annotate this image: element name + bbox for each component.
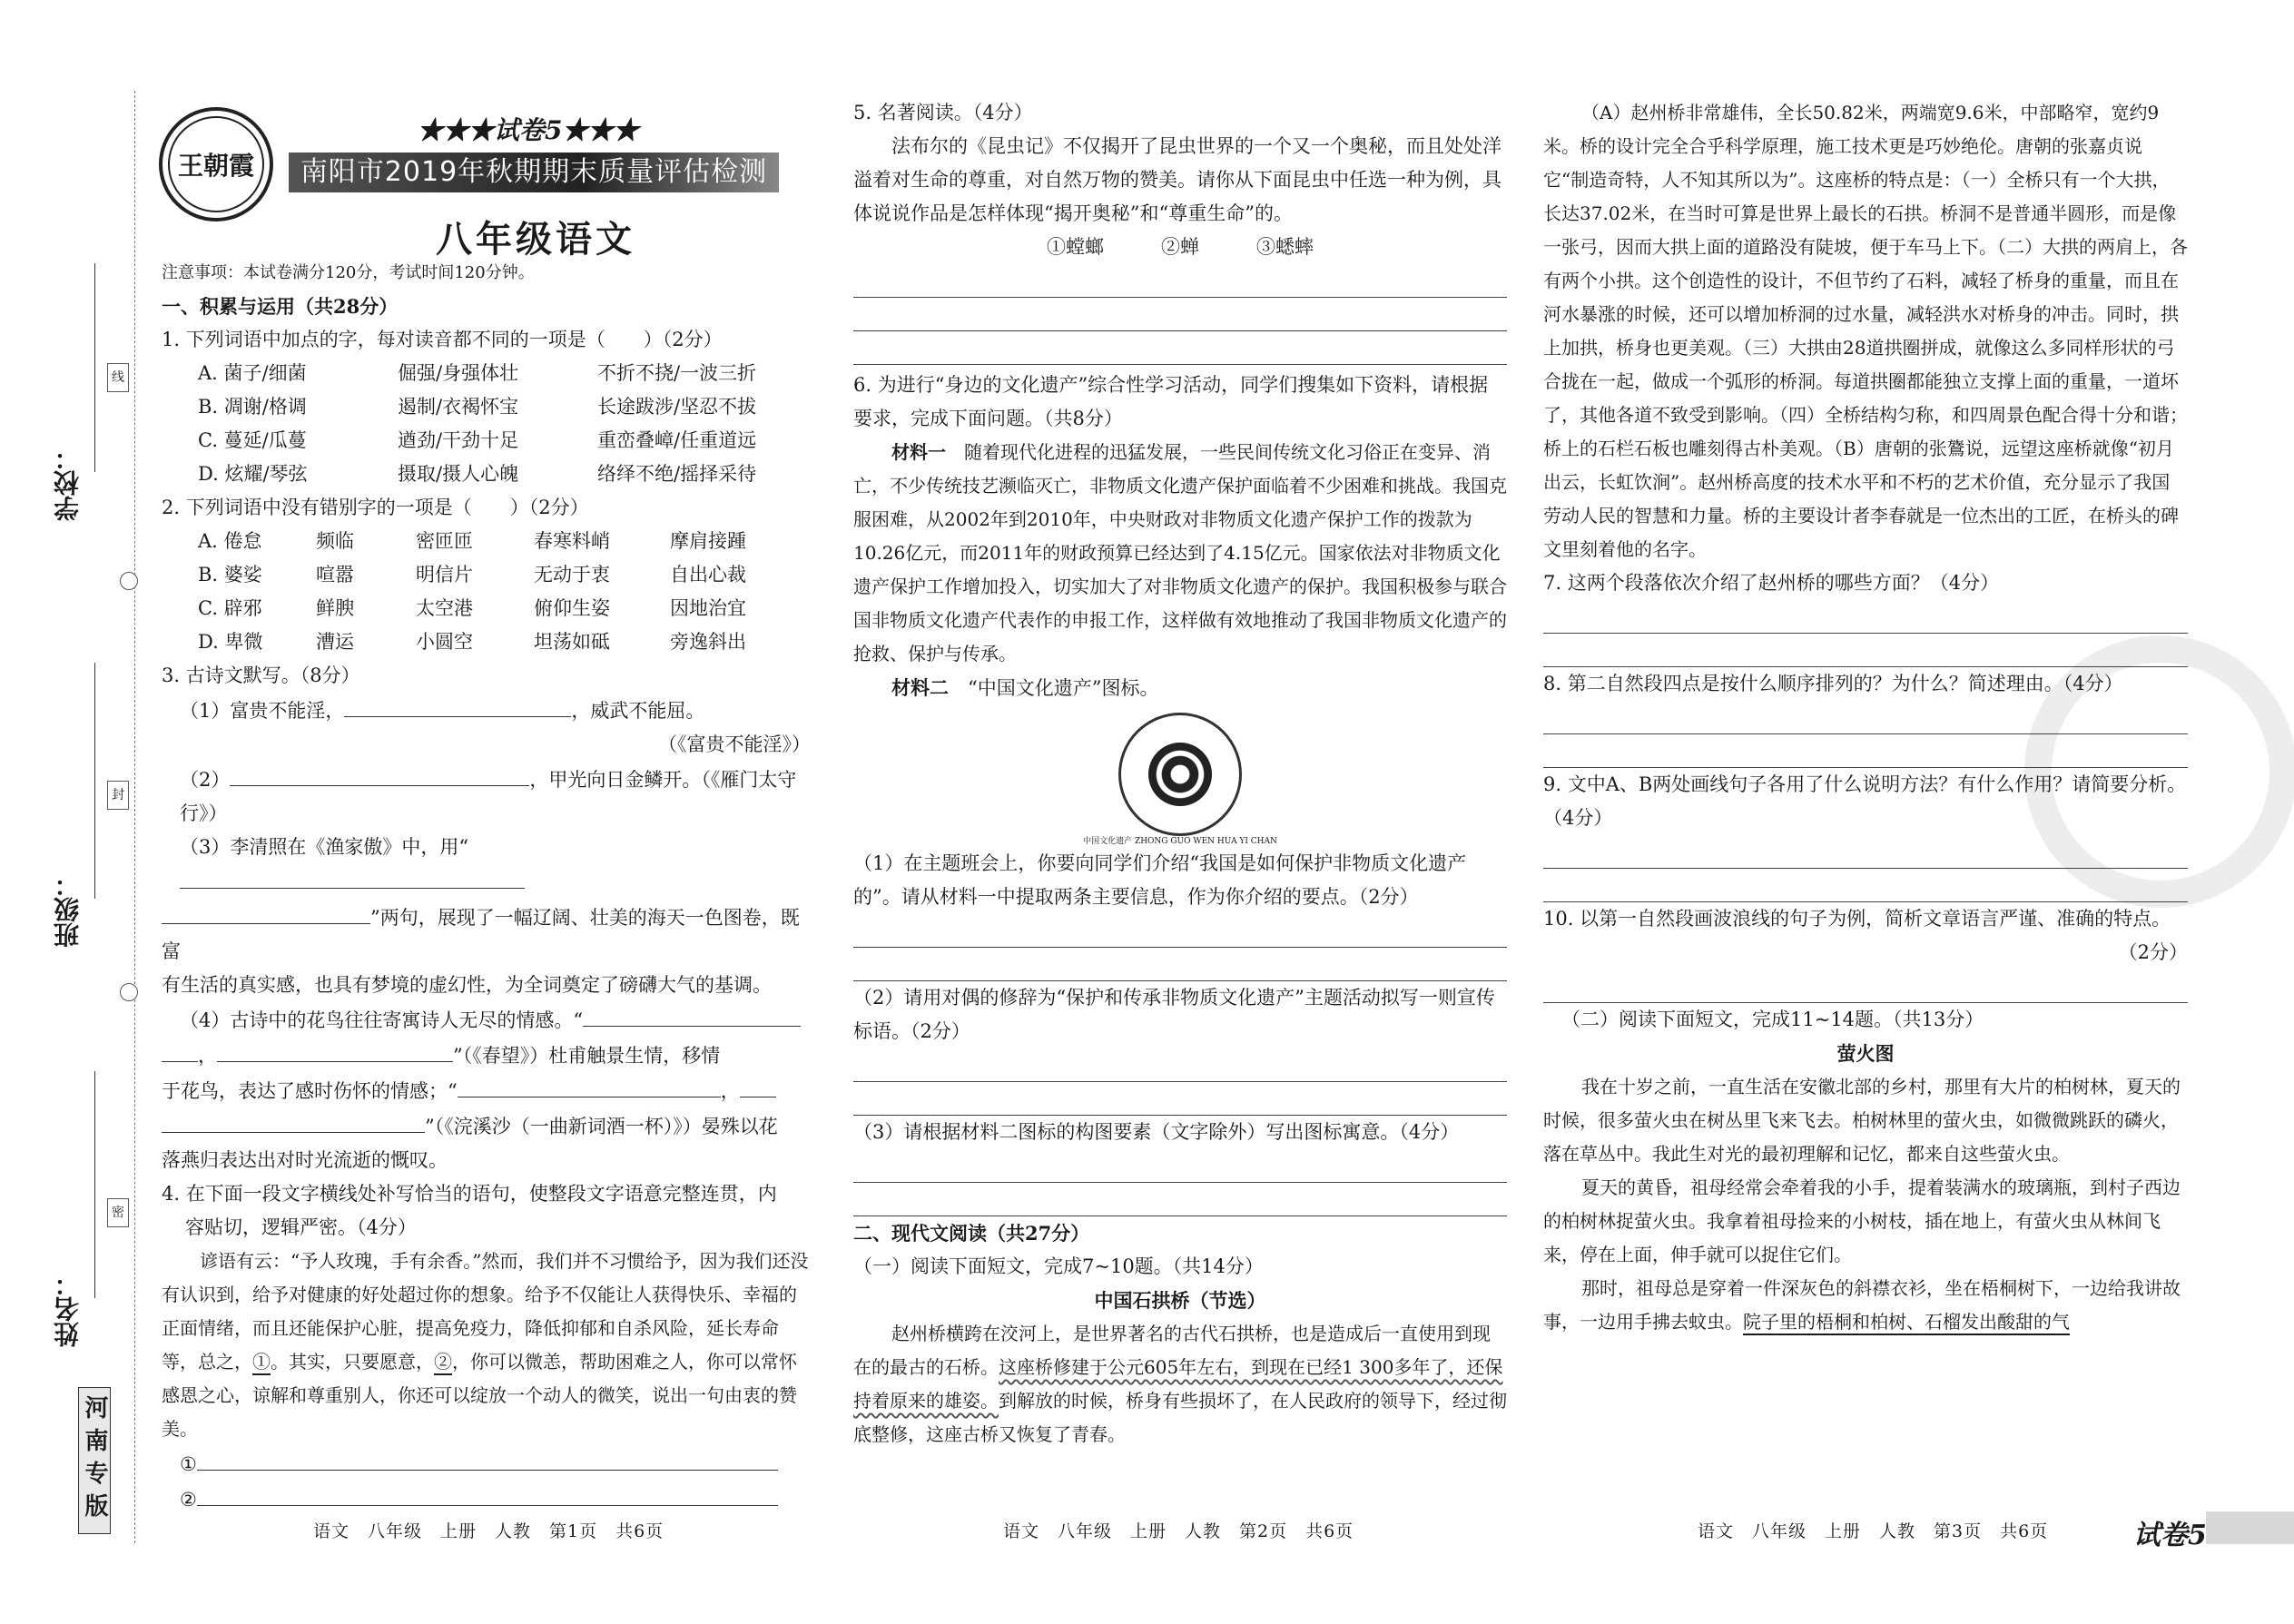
page-footer-3: 语文 八年级 上册 人教 第3页 共6页 xyxy=(1698,1521,2049,1541)
answer-blank[interactable] xyxy=(344,693,571,717)
passage-title: 中国石拱桥（节选） xyxy=(1094,1289,1266,1312)
question-10: 10. 以第一自然段画波浪线的句子为例，简析文章语言严谨、准确的特点。 xyxy=(1543,908,2171,930)
class-label: 班级： xyxy=(53,871,83,948)
question-6: 6. 为进行“身边的文化遗产”综合性学习活动，同学们搜集如下资料，请根据要求，完成下面问题。（共8分） xyxy=(853,374,1489,429)
subsection-2: （二）阅读下面短文，完成11~14题。（共13分） xyxy=(1561,1009,1984,1030)
school-field[interactable] xyxy=(94,263,95,472)
answer-line[interactable] xyxy=(853,1183,1507,1216)
name-field[interactable] xyxy=(94,1071,95,1298)
answer-line[interactable] xyxy=(853,948,1507,981)
answer-blank[interactable] xyxy=(217,1038,453,1062)
watermark xyxy=(2024,635,2294,908)
answer-line[interactable] xyxy=(853,1082,1507,1116)
answer-line[interactable] xyxy=(853,1048,1507,1082)
subsection-1: （一）阅读下面短文，完成7~10题。（共14分） xyxy=(853,1255,1264,1277)
edition-tag: 河南专版 xyxy=(78,1387,111,1534)
question-2: 2. 下列词语中没有错别字的一项是（ ）（2分） xyxy=(162,497,589,518)
option[interactable]: A. 菌子/细菌 xyxy=(198,362,307,384)
binding-hole xyxy=(120,572,138,590)
question-8: 8. 第二自然段四点是按什么顺序排列的？为什么？简述理由。（4分） xyxy=(1543,673,2123,694)
passage-title-2: 萤火图 xyxy=(1836,1042,1895,1065)
option[interactable]: B. 婆娑 xyxy=(198,564,262,586)
corner-exam-tag: 试卷5 xyxy=(2133,1520,2207,1551)
answer-line[interactable] xyxy=(853,914,1507,948)
corner-strip xyxy=(2206,1511,2294,1544)
emblem-text: 中国文化遗产 ZHONG GUO WEN HUA YI CHAN xyxy=(1083,837,1277,846)
binding-mark-line: 线 xyxy=(107,363,129,392)
exam-badge: ★★★试卷5★★★ xyxy=(418,115,639,145)
answer-blank[interactable] xyxy=(162,1108,425,1133)
section-1-heading: 一、积累与运用（共28分） xyxy=(162,295,399,318)
brand-logo xyxy=(159,107,273,221)
column-1: 注意事项：本试卷满分120分，考试时间120分钟。 一、积累与运用（共28分） 1. 下列词语中加点的字，每对读音都不同的一项是（ ）（2分） A. 菌子/细菌 倔强/身强体壮 不折不挠/一波三折 B. 凋谢/格调 遏制/衣褐怀宝 长途跋涉/坚忍不拔 C. 蔓延/瓜蔓 遒劲/干劲十足 重峦叠嶂/任重道远 D. 炫耀/琴弦 摄取/摄人心魄 络绎不绝/摇择采待 2. 下列词语中没有错别字的一项是（ ）（2分） A. 倦怠 频临 密匝匝 春寒料峭 摩肩接踵 B. 婆娑 喧嚣 明信片 无动于衷 自出心裁 C. 辟邪 鲜腴 太空港 俯仰生姿 因地治宜 D. 卑微 漕运 小圆空 坦荡如砥 旁逸斜出 3. 古诗文默写。（8分） （1）富贵不能淫， ，威武不能屈。 （《富贵不能淫》） （2） ，甲光向日金鳞开。（《雁门太守行》） （3）李清照在《渔家傲》中，用“ ”两句，展现了一幅辽阔、壮美的海天一色图卷，既富 有生活的真实感，也具有梦境的虚幻性，为全词奠定了磅礴大气的基调。 （4）古诗中的花鸟往往寄寓诗人无尽的情感。“ ， ”（《春望》）杜甫触景生情，移情 于花鸟，表达了感时伤怀的情感；“ ， ”（《浣溪沙（一曲新词酒一杯）》）晏殊以花 落燕归表达出对时光流逝的慨叹。 4. 在下面一段文字横线处补写恰当的语句，使整段文字语意完整连贯，内 容贴切，逻辑严密。（4分） 谚语有云：“予人玫瑰，手有余香。”然而，我们并不习惯给予，因为我们还没有认识到，给予对健康的好处超过你的想象。给予不仅能让人获得快乐、幸福的正面情绪，而且还能保护心脏，提高免疫力，降低抑郁和自杀风险，延长寿命等，总之，①。其实，只要愿意，②，你可以微恙，帮助困难之人，你可以常怀感恩之心，谅解和尊重别人，你还可以绽放一个动人的微笑，说出一句由衷的赞美。 ① ② xyxy=(162,256,811,1517)
binding-hole xyxy=(120,983,138,1001)
question-7: 7. 这两个段落依次介绍了赵州桥的哪些方面？（4分） xyxy=(1543,572,2000,594)
question-6-2: （2）请用对偶的修辞为“保护和传承非物质文化遗产”主题活动拟写一则宣传标语。（2分） xyxy=(853,987,1495,1042)
logo-text: 王朝霞 xyxy=(177,151,254,181)
binding-dashed-line xyxy=(134,91,135,1543)
option[interactable]: C. 辟邪 xyxy=(198,597,262,619)
q2-options: A. 倦怠 频临 密匝匝 春寒料峭 摩肩接踵 B. 婆娑 喧嚣 明信片 无动于衷 自出心裁 C. 辟邪 鲜腴 太空港 俯仰生姿 因地治宜 D. 卑微 漕运 小圆空 坦荡如砥 旁逸斜出 xyxy=(162,525,811,659)
exam-title: 南阳市2019年秋期期末质量评估检测试卷 xyxy=(289,153,779,192)
subject-title: 八年级语文 xyxy=(436,219,635,261)
option[interactable]: B. 凋谢/格调 xyxy=(198,396,307,418)
question-6-3: （3）请根据材料二图标的构图要素（文字除外）写出图标寓意。（4分） xyxy=(853,1121,1460,1143)
answer-line[interactable] xyxy=(1543,600,2188,634)
answer-blank[interactable] xyxy=(458,1073,721,1097)
answer-line[interactable] xyxy=(853,298,1507,331)
question-3: 3. 古诗文默写。（8分） xyxy=(162,664,360,686)
class-field[interactable] xyxy=(94,663,95,899)
option[interactable]: C. 蔓延/瓜蔓 xyxy=(198,429,307,451)
column-3: （A）赵州桥非常雄伟，全长50.82米，两端宽9.6米，中部略窄，宽约9米。桥的设计完全合乎科学原理，施工技术更是巧妙绝伦。唐朝的张嘉贞说它“制造奇特，人不知其所以为”。这座桥的特点是：（一）全桥只有一个大拱，长达37.02米，在当时可算是世界上最长的石拱。桥洞不是普通半圆形，而是像一张弓，因而大拱上面的道路没有陡坡，便于车马上下。（二）大拱的两肩上，各有两个小拱。这个创造性的设计，不但节约了石料，减轻了桥身的重量，而且在河水暴涨的时候，还可以增加桥洞的过水量，减轻洪水对桥身的冲击。同时，拱上加拱，桥身也更美观。（三）大拱由28道拱圈拼成，就像这么多同样形状的弓合拢在一起，做成一个弧形的桥洞。每道拱圈都能独立支撑上面的重量，一道坏了，其他各道不致受到影响。（四）全桥结构匀称，和四周景色配合得十分和谐；桥上的石栏石板也雕刻得古朴美观。（B）唐朝的张鷟说，远望这座桥就像“初月出云，长虹饮涧”。赵州桥高度的技术水平和不朽的艺术价值，充分显示了我国劳动人民的智慧和力量。桥的主要设计者李春就是一位杰出的工匠，在桥头的碑文里刻着他的名字。 7. 这两个段落依次介绍了赵州桥的哪些方面？（4分） 8. 第二自然段四点是按什么顺序排列的？为什么？简述理由。（4分） 9. 文中A、B两处画线句子各用了什么说明方法？有什么作用？请简要分析。（4分） 10. 以第一自然段画波浪线的句子为例，简析文章语言严谨、准确的特点。 （2分） （二）阅读下面短文，完成11~14题。（共13分） 萤火图 我在十岁之前，一直生活在安徽北部的乡村，那里有大片的柏树林，夏天的时候，很多萤火虫在树丛里飞来飞去。柏树林里的萤火虫，如微微跳跃的磷火，落在草丛中。我此生对光的最初理解和记忆，都来自这些萤火虫。 夏天的黄昏，祖母经常会牵着我的小手，提着装满水的玻璃瓶，到村子西边的柏树林捉萤火虫。我拿着祖母捡来的小树枝，插在地上，有萤火虫从林间飞来，停在上面，伸手就可以捉住它们。 那时，祖母总是穿着一件深灰色的斜襟衣衫，坐在梧桐树下，一边给我讲故事，一边用手拂去蚊虫。院子里的梧桐和柏树、石榴发出酸甜的气 xyxy=(1543,96,2188,1339)
answer-blank[interactable] xyxy=(230,762,529,786)
binding-mark-seal: 封 xyxy=(107,781,129,810)
page-footer-2: 语文 八年级 上册 人教 第2页 共6页 xyxy=(1003,1521,1354,1541)
option[interactable]: D. 卑微 xyxy=(198,631,263,653)
answer-line-1[interactable] xyxy=(197,1446,778,1471)
question-4: 4. 在下面一段文字横线处补写恰当的语句，使整段文字语意完整连贯，内 xyxy=(162,1183,777,1205)
school-label: 学校： xyxy=(53,445,83,521)
answer-line[interactable] xyxy=(853,264,1507,298)
column-2: 5. 名著阅读。（4分） 法布尔的《昆虫记》不仅揭开了昆虫世界的一个又一个奥秘，而且处处洋溢着对生命的尊重，对自然万物的赞美。请你从下面昆虫中任选一种为例，具体说说作品是怎样体现“揭开奥秘”和“尊重生命”的。 ①螳螂 ②蝉 ③蟋蟀 6. 为进行“身边的文化遗产”综合性学习活动，同学们搜集如下资料，请根据要求，完成下面问题。（共8分） 材料一 随着现代化进程的迅猛发展，一些民间传统文化习俗正在变异、消亡，不少传统技艺濒临灭亡，非物质文化遗产保护面临着不少困难和挑战。我国克服困难，从2002年到2010年，中央财政对非物质文化遗产保护工作的拨款为10.26亿元，而2011年的财政预算已经达到了4.15亿元。国家依法对非物质文化遗产保护工作增加投入，切实加大了对非物质文化遗产的保护。我国积极参与联合国非物质文化遗产代表作的申报工作，这样做有效地推动了我国非物质文化遗产的抢救、保护与传承。 材料二 “中国文化遗产”图标。 中国文化遗产 ZHONG GUO WEN HUA YI CHAN （1）在主题班会上，你要向同学们介绍“我国是如何保护非物质文化遗产的”。请从材料一中提取两条主要信息，作为你介绍的要点。（2分） （2）请用对偶的修辞为“保护和传承非物质文化遗产”主题活动拟写一则宣传标语。（2分） （3）请根据材料二图标的构图要素（文字除外）写出图标寓意。（4分） 二、现代文阅读（共27分） （一）阅读下面短文，完成7~10题。（共14分） 中国石拱桥（节选） 赵州桥横跨在洨河上，是世界著名的古代石拱桥，也是造成后一直使用到现在的最古的石桥。这座桥修建于公元605年左右，到现在已经1 300多年了，还保持着原来的雄姿。到解放的时候，桥身有些损坏了，在人民政府的领导下，经过彻底整修，这座古桥又恢复了青春。 xyxy=(853,96,1507,1452)
question-9: 9. 文中A、B两处画线句子各用了什么说明方法？有什么作用？请简要分析。（4分） xyxy=(1543,773,2187,829)
answer-line[interactable] xyxy=(853,1149,1507,1183)
heritage-emblem xyxy=(1118,713,1242,836)
option[interactable]: D. 炫耀/琴弦 xyxy=(198,463,308,485)
name-label: 姓名： xyxy=(53,1271,83,1347)
answer-line-2[interactable] xyxy=(197,1481,778,1506)
binding-mark-secret: 密 xyxy=(107,1198,129,1227)
option[interactable]: A. 倦怠 xyxy=(198,530,262,552)
answer-blank[interactable] xyxy=(180,864,525,889)
q1-options: A. 菌子/细菌 倔强/身强体壮 不折不挠/一波三折 B. 凋谢/格调 遏制/衣褐怀宝 长途跋涉/坚忍不拔 C. 蔓延/瓜蔓 遒劲/干劲十足 重峦叠嶂/任重道远 D. 炫耀/琴弦 摄取/摄人心魄 络绎不绝/摇择采待 xyxy=(162,357,811,491)
question-5: 5. 名著阅读。（4分） xyxy=(853,102,1033,123)
question-1: 1. 下列词语中加点的字，每对读音都不同的一项是（ ）（2分） xyxy=(162,329,723,350)
question-6-1: （1）在主题班会上，你要向同学们介绍“我国是如何保护非物质文化遗产的”。请从材料一中提取两条主要信息，作为你介绍的要点。（2分） xyxy=(853,852,1467,908)
answer-line[interactable] xyxy=(853,331,1507,365)
page-footer-1: 语文 八年级 上册 人教 第1页 共6页 xyxy=(313,1521,665,1541)
answer-blank[interactable] xyxy=(162,900,370,924)
notice: 注意事项：本试卷满分120分，考试时间120分钟。 xyxy=(162,263,535,282)
answer-blank[interactable] xyxy=(583,1002,801,1027)
section-2-heading: 二、现代文阅读（共27分） xyxy=(853,1222,1090,1245)
passage-para-2: （A）赵州桥非常雄伟，全长50.82米，两端宽9.6米，中部略窄，宽约9米。桥的设计完全合乎科学原理，施工技术更是巧妙绝伦。唐朝的张嘉贞说它“制造奇特，人不知其所以为”。这座桥的特点是：（一）全桥只有一个大拱，长达37.02米，在当时可算是世界上最长的石拱。桥洞不是普通半圆形，而是像一张弓，因而大拱上面的道路没有陡坡，便于车马上下。（二）大拱的两肩上，各有两个小拱。这个创造性的设计，不但节约了石料，减轻了桥身的重量，而且在河水暴涨的时候，还可以增加桥洞的过水量，减轻洪水对桥身的冲击。同时，拱上加拱，桥身也更美观。（三）大拱由28道拱圈拼成，就像这么多同样形状的弓合拢在一起，做成一个弧形的桥洞。每道拱圈都能独立支撑上面的重量，一道坏了，其他各道不致受到影响。（四）全桥结构匀称，和四周景色配合得十分和谐；桥上的石栏石板也雕刻得古朴美观。（B）唐朝的张鷟说，远望这座桥就像“初月出云，长虹饮涧”。赵州桥高度的技术水平和不朽的艺术价值，充分显示了我国劳动人民的智慧和力量。桥的主要设计者李春就是一位杰出的工匠，在桥头的碑文里刻着他的名字。 xyxy=(1543,102,2188,560)
answer-line[interactable] xyxy=(1543,969,2188,1003)
